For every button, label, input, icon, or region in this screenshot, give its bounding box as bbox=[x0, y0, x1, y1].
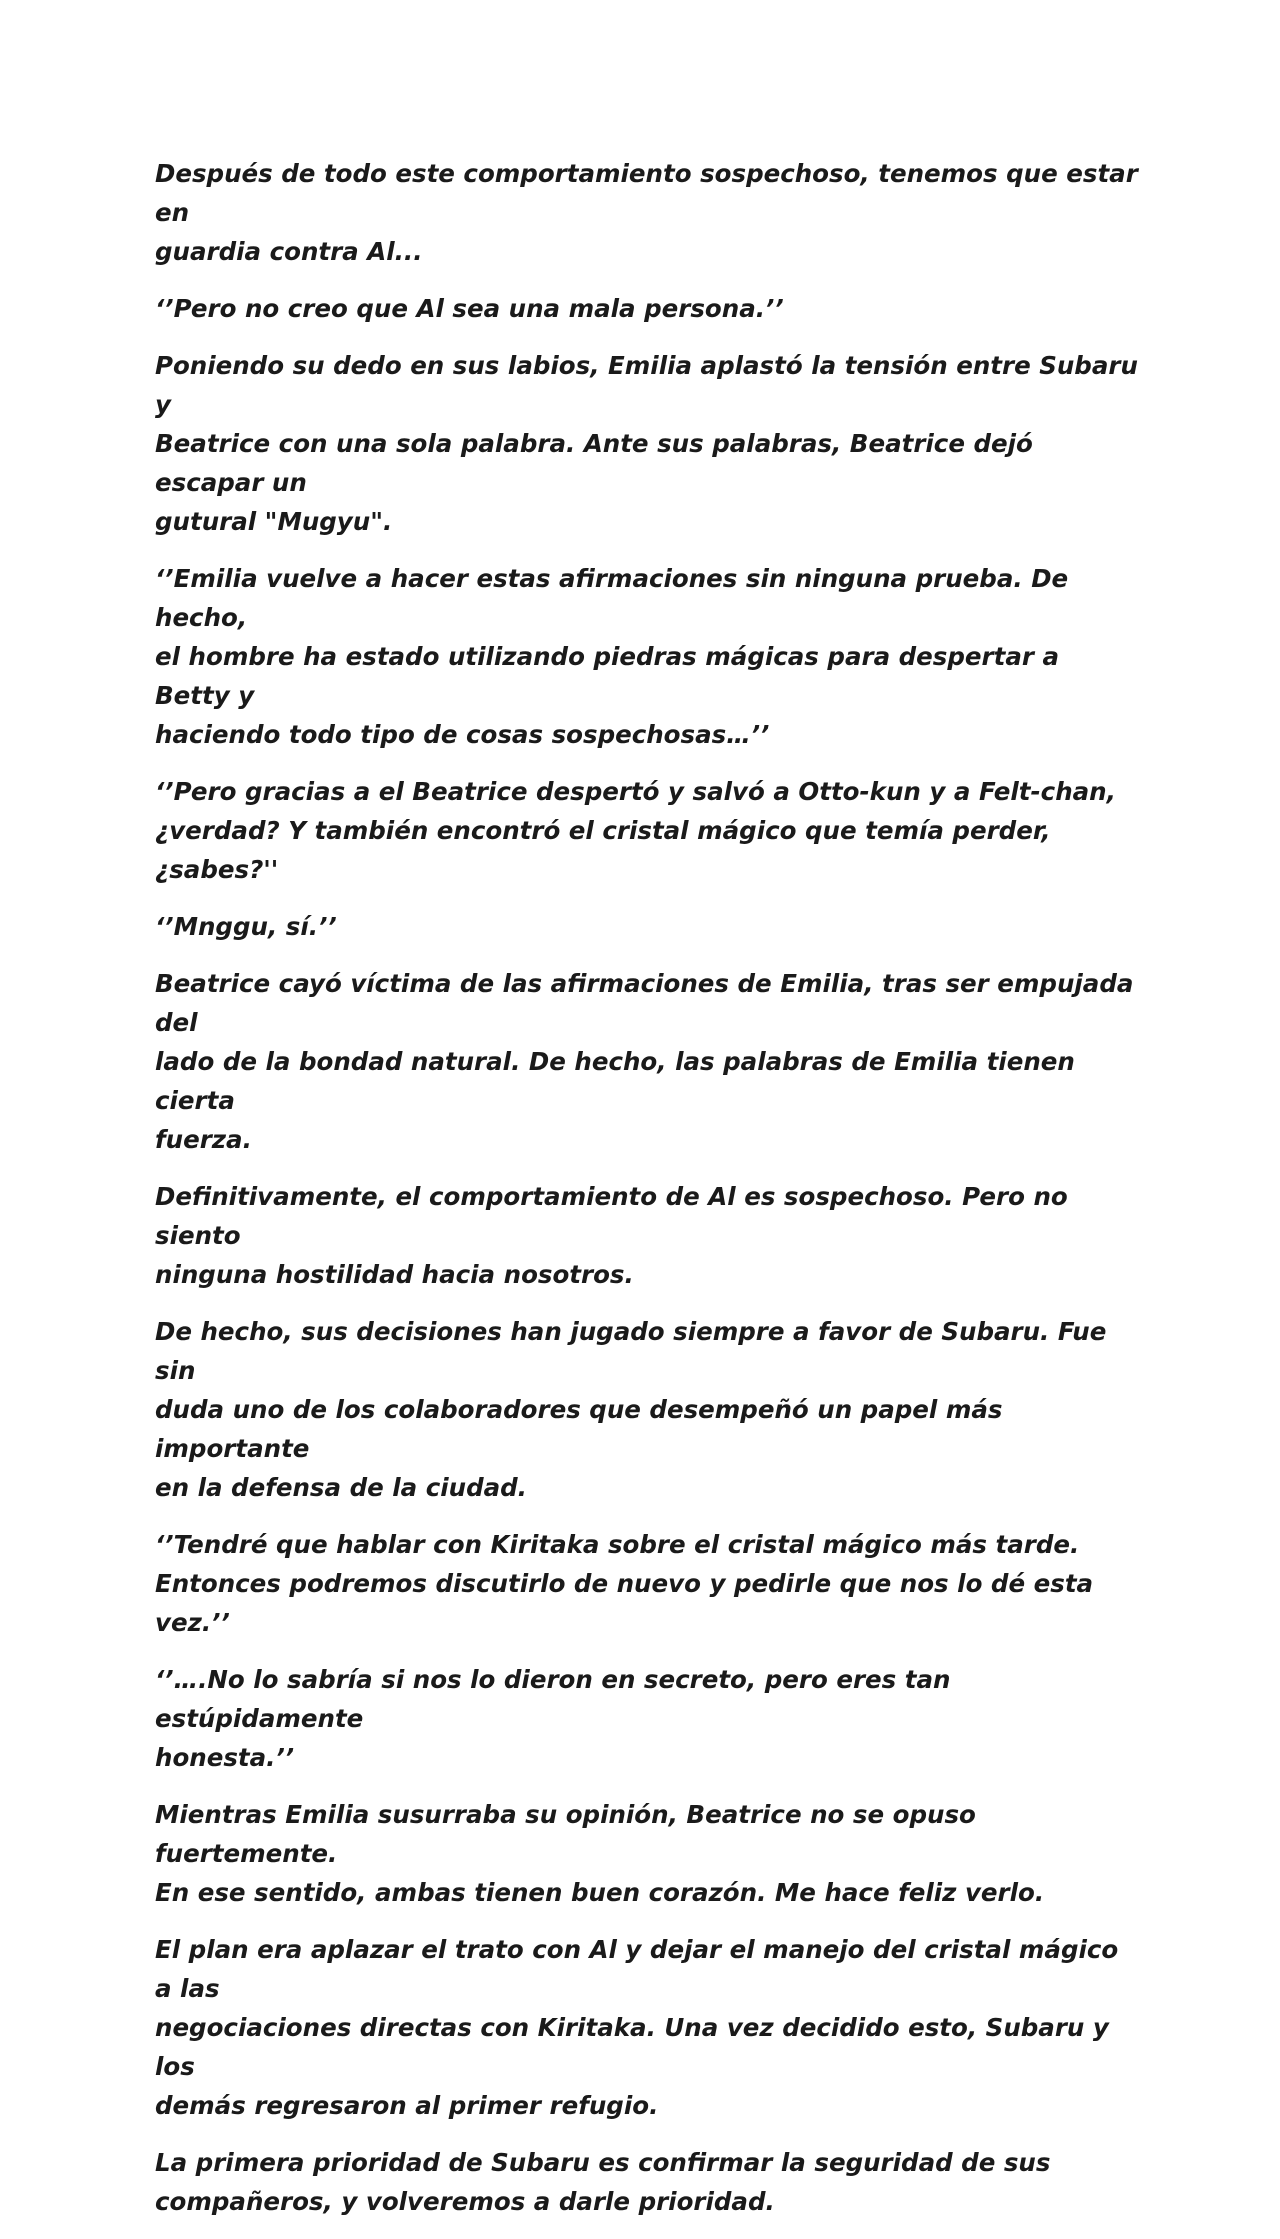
paragraph: La primera prioridad de Subaru es confirmar la seguridad de sus compañeros, y volveremos a darle prioridad. bbox=[155, 2148, 1051, 2216]
paragraph: Después de todo este comportamiento sospechoso, tenemos que estar en guardia contra Al... bbox=[155, 159, 1138, 266]
paragraph: Mientras Emilia susurraba su opinión, Beatrice no se opuso fuertemente. En ese sentido, ambas tienen buen corazón. Me hace feliz verlo. bbox=[155, 1800, 1045, 1907]
paragraph: Poniendo su dedo en sus labios, Emilia aplastó la tensión entre Subaru y Beatrice con una sola palabra. Ante sus palabras, Beatrice dejó escapar un gutural "Mugyu". bbox=[155, 351, 1138, 536]
paragraph: ‘’Tendré que hablar con Kiritaka sobre el cristal mágico más tarde. Entonces podremos discutirlo de nuevo y pedirle que nos lo dé esta vez.’’ bbox=[155, 1530, 1094, 1637]
paragraph: De hecho, sus decisiones han jugado siempre a favor de Subaru. Fue sin duda uno de los colaboradores que desempeñó un papel más importante en la defensa de la ciudad. bbox=[155, 1317, 1107, 1502]
paragraph: Beatrice cayó víctima de las afirmaciones de Emilia, tras ser empujada del lado de la bondad natural. De hecho, las palabras de Emilia tienen cierta fuerza. bbox=[155, 969, 1134, 1154]
paragraph: ‘’Pero no creo que Al sea una mala persona.’’ bbox=[155, 294, 784, 323]
paragraph: El plan era aplazar el trato con Al y dejar el manejo del cristal mágico a las negociaciones directas con Kiritaka. Una vez decidido esto, Subaru y los demás regresaron al primer refugio. bbox=[155, 1935, 1119, 2120]
paragraph: ‘’Emilia vuelve a hacer estas afirmaciones sin ninguna prueba. De hecho, el hombre ha estado utilizando piedras mágicas para despertar a Betty y haciendo todo tipo de cosas sospechosas…’’ bbox=[155, 564, 1069, 749]
paragraph: Definitivamente, el comportamiento de Al es sospechoso. Pero no siento ninguna hostilidad hacia nosotros. bbox=[155, 1182, 1068, 1289]
document-body bbox=[155, 154, 1140, 2239]
paragraph: ‘’….No lo sabría si nos lo dieron en secreto, pero eres tan estúpidamente honesta.’’ bbox=[155, 1665, 951, 1772]
paragraph: ‘’Pero gracias a el Beatrice despertó y salvó a Otto-kun y a Felt-chan, ¿verdad? Y también encontró el cristal mágico que temía perder, ¿sabes?'' bbox=[155, 777, 1116, 884]
paragraph: ‘’Mnggu, sí.’’ bbox=[155, 912, 337, 941]
